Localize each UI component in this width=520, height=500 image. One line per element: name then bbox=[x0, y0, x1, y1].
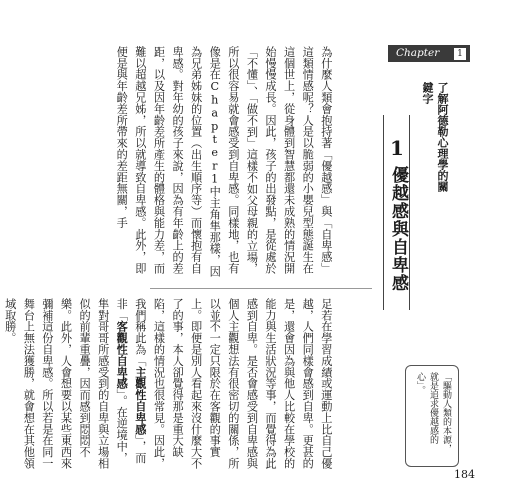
section-number: 1 bbox=[390, 136, 404, 160]
upper-paragraph: 為什麼人類會抱持著「優越感」與「自卑感」這類情感呢？人是以脆弱的小嬰兒型態誕生在這個世上，從身體到智慧都還未成熟的情況開始慢慢成長。因此，孩子的出發點，是從處於「不懂」、「做不到」這樣不如父母親的立場，所以很容易就會感受到自卑感。同樣地，也有像是在Chapter1中主角隼那樣，因為兄弟姊妹的位置（出生順序等）而懷抱有自卑感。對年幼的孩子來說，因為有年齡上的差距，以及因年齡差所產生的體格與能力差，而難以超越兄姊，所以就導致自卑感。此外，即便是與年齡差所帶來的差距無關，手 bbox=[115, 46, 333, 277]
chapter-number: 1 bbox=[454, 48, 466, 60]
lower-text-block bbox=[3, 298, 372, 474]
lower-text-1: 足若在學習成績或運動上比自己優越，人們同樣會感到自卑。更甚的是，還會因為與他人比較在學校的能力與生活狀況等事，而覺得為此感到自卑。是否會感受到自卑感與個人主觀想法有很密切的關係，所以並不一定只限於在客觀的事實上。即便是別人看起來沒什麼大不了的事，本人卻覺得那是重大缺陷，這樣的情況也很常見。因此，我們稱此為「 bbox=[133, 298, 333, 469]
section-title: 優越感與自卑感 bbox=[388, 166, 408, 292]
subjective-inferiority-term: 主觀性自卑感 bbox=[133, 366, 147, 435]
upper-text-block bbox=[115, 46, 372, 284]
lower-text-2: 」，而非「 bbox=[115, 298, 147, 464]
chapter-subtitle: 了解阿德勒心理學的關鍵字 bbox=[421, 82, 449, 192]
page-number: 184 bbox=[454, 468, 475, 481]
chapter-tab bbox=[388, 45, 470, 78]
quote-note: 「驅動人類的本源，就是追求優越感的心」。 bbox=[405, 365, 459, 467]
lower-text-3: 」。在逆境中，隼對哥哥所感受到的自卑與立場相似的前輩重疊，因而感到悶悶不樂。此外，人會想要以某些東西來彌補這份自卑感。所以若是在同一舞台上無法獲勝，就會想在其他領域取勝。 bbox=[3, 298, 129, 469]
objective-inferiority-term: 客觀性自卑感 bbox=[115, 320, 129, 390]
lower-paragraph bbox=[0, 298, 335, 474]
chapter-label: Chapter 1 bbox=[388, 45, 470, 62]
section-divider bbox=[150, 288, 372, 289]
